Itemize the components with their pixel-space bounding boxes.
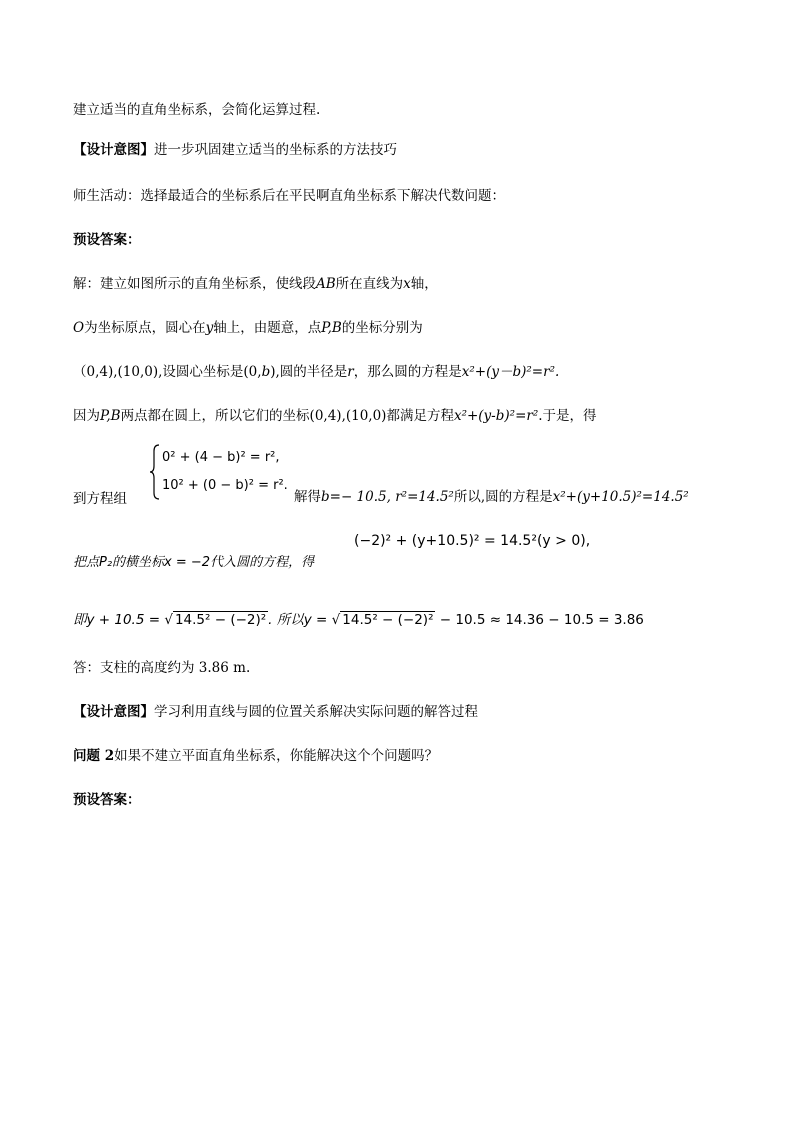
radicand: 14.5² − (−2)²: [342, 612, 434, 628]
design-intent-1: [73, 141, 397, 159]
circle-equation: x²+(y+10.5)²=14.5²: [552, 489, 689, 505]
text-fragment: 的坐标分别为: [341, 320, 423, 336]
intent-label: 【设计意图】: [73, 704, 154, 720]
sqrt-expression: √ 14.5² − (−2)²: [164, 612, 267, 628]
solution-line-4: [73, 407, 597, 425]
solution-line-5a: 到方程组: [73, 491, 127, 507]
text-fragment: 轴上，由题意，点: [213, 320, 322, 336]
math-var: r: [347, 364, 354, 380]
system-equation-2: 10² + (0 − b)² = r².: [162, 478, 288, 493]
math-var: P,B: [321, 320, 342, 336]
text-fragment: 轴，: [410, 276, 438, 292]
text-fragment: 所以,圆的方程是: [453, 489, 553, 505]
design-intent-2: [73, 703, 478, 721]
text-fragment: 为坐标原点，圆心在: [84, 320, 206, 336]
math-var: x: [403, 276, 411, 292]
text-fragment: . 所以y =: [268, 612, 328, 628]
text-fragment: 两点都在圆上，所以它们的坐标(0,4),(10,0)都满足方程: [120, 408, 454, 424]
teacher-student-activity: 师生活动：选择最适合的坐标系后在平民啊直角坐标系下解决代数问题：: [73, 188, 505, 204]
math-var: y: [205, 320, 214, 336]
circle-equation: x²+(y－b)²=r².: [461, 364, 560, 380]
radicand: 14.5² − (−2)²: [174, 612, 267, 628]
question-text: 如果不建立平面直角坐标系，你能解决这个个问题吗？: [114, 748, 439, 764]
text-fragment: − 10.5 ≈ 14.36 − 10.5 = 3.86: [439, 612, 644, 628]
question-2: [73, 747, 438, 765]
intent-label: 【设计意图】: [73, 142, 154, 158]
system-equation-1: 0² + (4 − b)² = r²,: [162, 450, 280, 465]
math-var: O: [73, 320, 85, 336]
solution-line-2: [73, 319, 423, 337]
math-var: AB: [316, 276, 336, 292]
intent-text: 学习利用直线与圆的位置关系解决实际问题的解答过程: [154, 704, 478, 720]
preset-answer-heading-2: 预设答案：: [73, 792, 141, 808]
text-fragment: 解：建立如图所示的直角坐标系，使线段: [73, 276, 316, 292]
math-var: b: [261, 364, 271, 380]
answer-line: 答：支柱的高度约为 3.86 m.: [73, 660, 251, 676]
text-fragment: （0,4),(10,0),设圆心坐标是(0,: [73, 364, 262, 380]
sqrt-expression: √ 14.5² − (−2)²: [331, 612, 434, 628]
result-line: [73, 611, 644, 629]
math-var: P,B: [100, 408, 121, 424]
preset-answer-heading: 预设答案：: [73, 232, 141, 248]
text-fragment: 即y + 10.5 =: [73, 612, 161, 628]
text-fragment: ，那么圆的方程是: [353, 364, 462, 380]
text-fragment: ),圆的半径是: [270, 364, 348, 380]
intent-text: 进一步巩固建立适当的坐标系的方法技巧: [154, 142, 397, 158]
text-fragment: 解得: [294, 489, 321, 505]
text-line: 建立适当的直角坐标系，会简化运算过程.: [73, 102, 321, 118]
substituted-equation: (−2)² + (y+10.5)² = 14.5²(y > 0),: [354, 533, 591, 549]
left-brace-icon: [150, 444, 160, 500]
solution-line-3: [73, 363, 559, 381]
solution-line-5b: [294, 488, 689, 506]
text-fragment: .于是，得: [538, 408, 597, 424]
text-fragment: 所在直线为: [335, 276, 404, 292]
circle-equation: x²+(y-b)²=r²: [453, 408, 539, 424]
substitution-text: 把点P₂的横坐标x = −2代入圆的方程，得: [73, 555, 315, 570]
question-label: 问题 2: [73, 748, 115, 764]
solution-line-1: [73, 275, 438, 293]
text-fragment: 因为: [73, 408, 100, 424]
solution-values: b=− 10.5, r²=14.5²: [321, 489, 454, 505]
